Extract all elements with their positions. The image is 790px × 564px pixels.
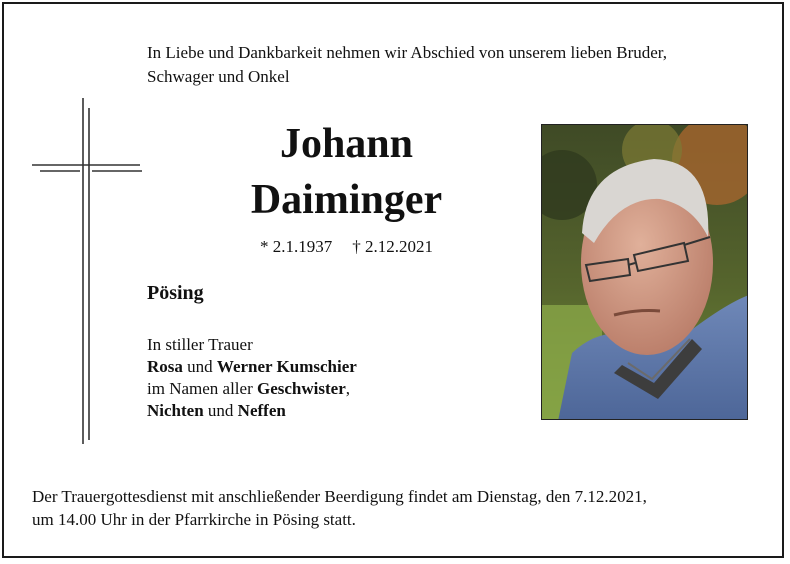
life-dates (224, 236, 469, 258)
cross-icon (32, 98, 144, 444)
portrait-illustration (542, 125, 748, 420)
mourners-line-4: Nichten und Neffen (147, 401, 286, 420)
first-name: Johann (279, 121, 414, 167)
last-name: Daiminger (250, 177, 443, 223)
mourner-name-2: Werner Kumschier (216, 357, 357, 376)
mourners-line-2: Rosa und Werner Kumschier (147, 357, 357, 376)
intro-text (147, 41, 767, 89)
birth-date: * 2.1.1937 (260, 237, 333, 256)
mourners-block (147, 334, 447, 422)
intro-line-2: Schwager und Onkel (147, 67, 290, 86)
intro-line-1: In Liebe und Dankbarkeit nehmen wir Abschied von unserem lieben Bruder, (147, 43, 668, 62)
mourners-line-3: im Namen aller Geschwister, (147, 379, 351, 398)
mourner-group-3: Neffen (237, 401, 286, 420)
notice-line-1: Der Trauergottesdienst mit anschließender Beerdigung findet am Dienstag, den 7.12.2021, (32, 487, 647, 506)
mourner-group-1: Geschwister (257, 379, 346, 398)
mourners-heading: In stiller Trauer (147, 335, 253, 354)
mourner-name-1: Rosa (147, 357, 183, 376)
obituary-card (2, 2, 784, 558)
notice-line-2: um 14.00 Uhr in der Pfarrkirche in Pösing statt. (32, 510, 356, 529)
deceased-name (224, 116, 469, 228)
mourner-group-2: Nichten (147, 401, 204, 420)
service-notice (32, 485, 772, 531)
portrait-photo (541, 124, 748, 420)
death-date: † 2.12.2021 (352, 237, 433, 256)
home-place: Pösing (147, 282, 204, 304)
